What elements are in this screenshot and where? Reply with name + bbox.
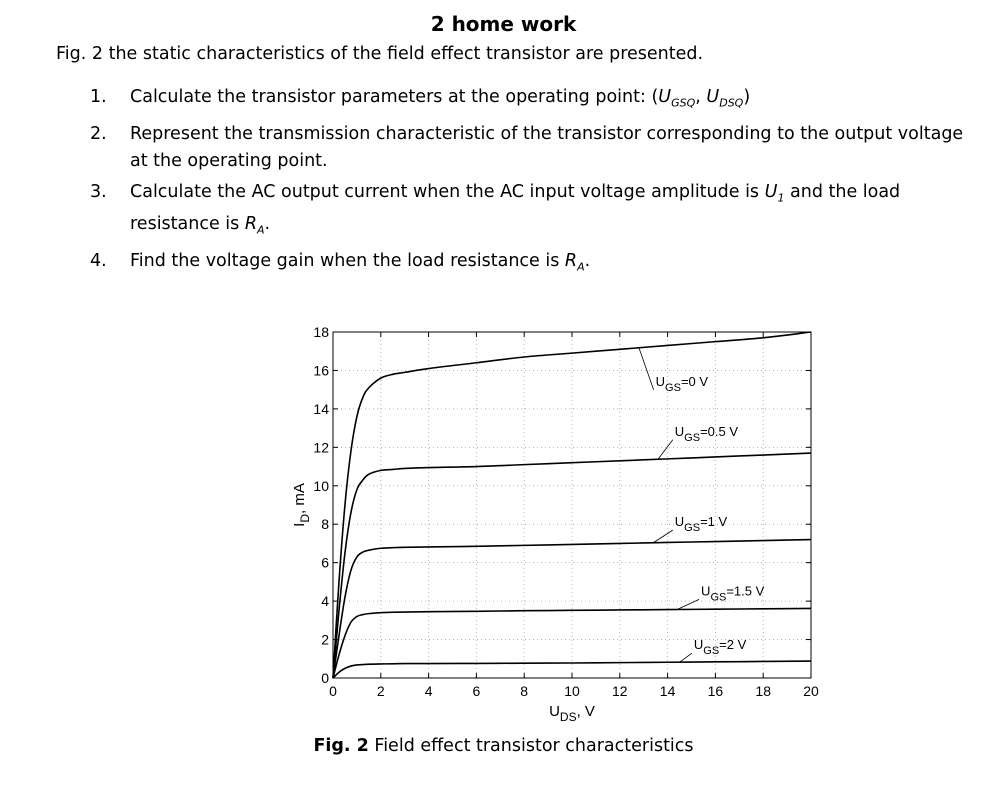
math-symbol-subscript: 1 [777,191,785,204]
series-label [694,637,747,657]
task-number: 1. [90,87,107,107]
series-label-leader [680,653,692,662]
series-label-sub: GS [684,522,701,535]
x-tick-label: 16 [707,683,724,699]
math-symbol [706,87,744,110]
series-label-sub: GS [703,645,720,658]
task-item [90,84,970,117]
series-label [701,583,765,603]
task-number: 3. [90,181,107,202]
math-symbol-subscript: GSQ [671,96,696,110]
x-tick-label: 12 [612,683,628,699]
series-label-sub: GS [665,381,681,394]
task-list [90,84,970,284]
x-tick-label: 20 [803,683,819,699]
transistor-characteristics-chart [270,318,830,723]
x-tick-label: 4 [424,683,433,699]
y-tick-label: 6 [321,554,329,571]
task-text: Calculate the AC output current when the AC input voltage amplitude is [130,181,765,202]
y-tick-label: 8 [321,516,329,533]
y-axis-label [291,483,312,527]
x-tick-label: 6 [472,683,481,699]
math-symbol [765,182,785,202]
y-axis-label-suffix: , mA [291,483,308,514]
series-label-leader [653,530,673,543]
math-symbol-subscript: DSQ [719,96,744,110]
x-axis-label-sub: DS [559,710,577,723]
series-label-main: U [655,373,666,389]
y-axis-label-sub: D [298,514,312,523]
task-number: 2. [90,123,107,144]
math-symbol-letter: R [564,250,578,271]
series-label-sub: GS [710,591,727,604]
math-symbol [658,87,696,110]
figure-caption [0,736,1007,756]
y-tick-label: 18 [313,324,329,340]
series-label-suffix: =2 V [719,637,747,653]
math-symbol [244,214,265,237]
task-text: . [584,250,591,271]
series-label-sub: GS [684,431,701,444]
math-symbol-letter: U [764,181,778,202]
document-title: 2 home work [430,12,577,36]
x-axis-label [549,703,595,723]
task-text: Calculate the transistor parameters at the operating point: ( [130,87,659,107]
y-tick-label: 4 [321,593,329,610]
y-tick-label: 14 [313,400,329,417]
x-tick-label: 18 [755,683,771,699]
series-label-main: U [674,514,685,530]
series-label-suffix: =0 V [680,373,709,389]
x-tick-label: 0 [329,683,337,699]
series-label-suffix: =0.5 V [700,423,739,439]
math-symbol-letter: U [706,87,720,107]
series-label-leader [658,440,673,459]
task-number: 4. [90,250,107,271]
task-text: and the load resistance is [130,181,901,234]
series-label-leader [639,348,654,390]
series-label-leader [677,599,699,609]
series-label-suffix: =1.5 V [726,583,765,599]
task-item [90,248,970,281]
y-tick-label: 10 [313,477,329,494]
figure-caption-label: Fig. 2 [313,736,369,756]
task-text: ) [743,87,751,107]
task-text: Find the voltage gain when the load resistance is [130,250,565,271]
task-text: Represent the transmission characteristic of the transistor corresponding to the output voltage at the operating point. [130,123,964,171]
y-axis-label-main: I [291,522,308,527]
y-tick-label: 2 [321,631,329,648]
math-symbol-subscript: A [257,223,265,237]
y-tick-label: 0 [321,670,329,686]
series-label-main: U [693,637,704,653]
x-axis-label-suffix: , V [576,703,595,720]
series-label-main: U [701,583,711,599]
series-label [656,374,709,394]
task-text: , [695,87,707,107]
series-label-suffix: =1 V [700,514,728,530]
y-tick-label: 12 [313,439,329,456]
math-symbol [565,251,585,271]
figure-caption-text: Field effect transistor characteristics [368,736,694,756]
series-label [675,514,728,534]
x-tick-label: 8 [520,683,529,699]
intro-text: Fig. 2 the static characteristics of the field effect transistor are presented. [56,44,704,64]
x-tick-label: 14 [659,683,676,699]
math-symbol-letter: U [658,87,672,107]
task-text: . [264,214,271,234]
x-tick-label: 2 [376,683,385,699]
y-tick-label: 16 [313,362,329,379]
task-item [90,179,970,244]
x-tick-label: 10 [564,683,580,699]
task-item [90,121,970,175]
math-symbol-letter: R [244,214,258,234]
math-symbol-subscript: A [577,260,585,273]
series-label-main: U [674,423,685,439]
x-axis-label-main: U [549,703,560,720]
series-label [675,424,739,444]
